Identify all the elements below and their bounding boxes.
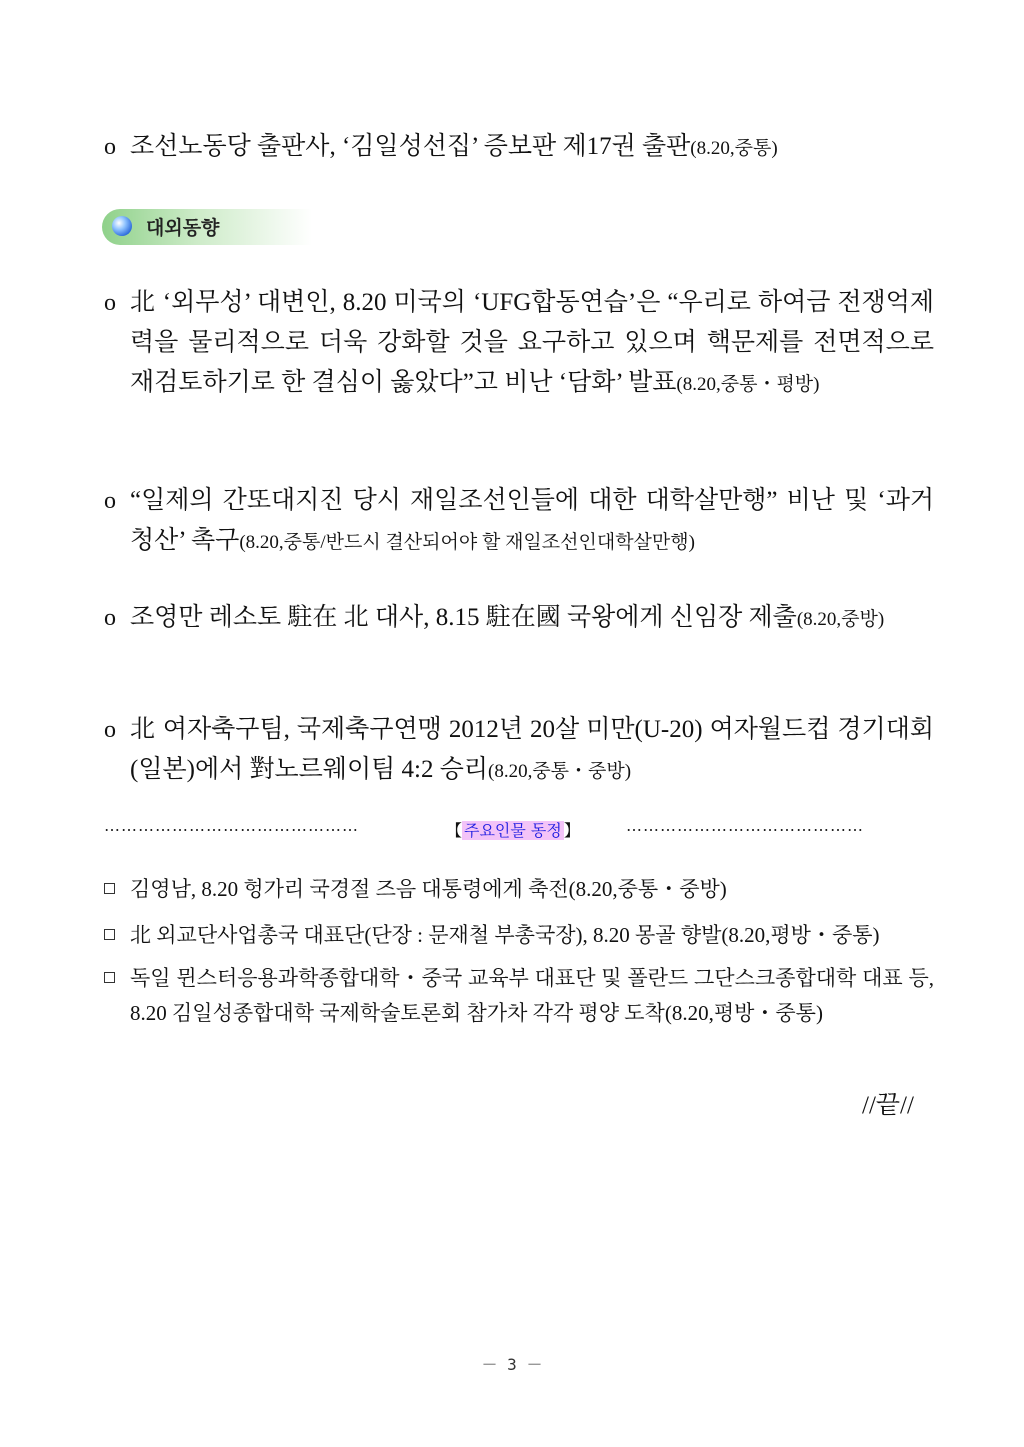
- news-item-ambassador: [104, 598, 934, 640]
- divider-title-wrap: [446, 818, 580, 841]
- item-text-wrap: [104, 481, 934, 563]
- bullet: o: [104, 605, 116, 631]
- people-text: 김영남, 8.20 헝가리 국경절 즈음 대통령에게 축전(8.20,중통・중방): [130, 877, 727, 901]
- bullet: o: [104, 488, 116, 514]
- item-text: 조선노동당 출판사, ‘김일성선집’ 증보판 제17권 출판: [130, 133, 691, 160]
- item-text-wrap: [104, 283, 934, 405]
- item-source: (8.20,중통・중방): [488, 761, 632, 782]
- people-text: 北 외교단사업총국 대표단(단장 : 문재철 부총국장), 8.20 몽골 향발(8.20,평방・중통): [130, 923, 880, 947]
- divider-title: 주요인물 동정: [464, 821, 562, 840]
- news-item-earthquake: [104, 481, 934, 563]
- bullet: o: [104, 134, 116, 160]
- divider-open-bracket: 【: [446, 821, 463, 840]
- people-item: [104, 918, 934, 953]
- news-item-publication: [104, 127, 934, 169]
- item-source: (8.20,중통・평방): [676, 374, 820, 395]
- item-source: (8.20,중통/반드시 결산되어야 할 재일조선인대학살만행): [239, 532, 695, 553]
- bullet: o: [104, 290, 116, 316]
- item-source: (8.20,중통): [690, 138, 778, 159]
- item-text-wrap: [104, 127, 934, 169]
- key-figures-divider: [104, 816, 934, 848]
- news-item-football: [104, 710, 934, 792]
- news-item-foreign-ministry: [104, 283, 934, 405]
- blue-ball-icon: [112, 216, 132, 236]
- item-text-wrap: [104, 598, 934, 640]
- people-item: [104, 961, 934, 1031]
- item-text: “일제의 간또대지진 당시 재일조선인들에 대한 대학살만행” 비난 및 ‘과거청산’ 촉구: [130, 487, 934, 554]
- end-mark: //끝//: [862, 1092, 914, 1119]
- checkbox-square-icon: [104, 883, 115, 894]
- bullet: o: [104, 717, 116, 743]
- people-item: [104, 872, 934, 907]
- section-title: 대외동향: [146, 217, 220, 239]
- checkbox-square-icon: [104, 929, 115, 940]
- item-text: 北 여자축구팀, 국제축구연맹 2012년 20살 미만(U-20) 여자월드컵 경기대회(일본)에서 對노르웨이팀 4:2 승리: [130, 716, 934, 783]
- item-text: 조영만 레소토 駐在 北 대사, 8.15 駐在國 국왕에게 신임장 제출: [130, 604, 797, 631]
- item-text: 北 ‘외무성’ 대변인, 8.20 미국의 ‘UFG합동연습’은 “우리로 하여금 전쟁억제력을 물리적으로 더욱 강화할 것을 요구하고 있으며 핵문제를 전면적으로 재검토하기로 한 결심이 옳았다”고 비난 ‘담화’ 발표: [130, 289, 934, 396]
- divider-dots-left: ………………………………………: [104, 816, 359, 835]
- page-number: － 3 －: [481, 1355, 543, 1374]
- item-source: (8.20,중방): [796, 609, 885, 630]
- checkbox-square-icon: [104, 972, 115, 983]
- section-header: [102, 209, 312, 245]
- item-text-wrap: [104, 710, 934, 792]
- divider-close-bracket: 】: [563, 821, 580, 840]
- divider-dots-right: ……………………………………: [626, 816, 864, 835]
- people-text: 독일 뮌스터응용과학종합대학・중국 교육부 대표단 및 폴란드 그단스크종합대학 대표 등, 8.20 김일성종합대학 국제학술토론회 참가차 각각 평양 도착(8.20,평방・중통): [130, 966, 934, 1025]
